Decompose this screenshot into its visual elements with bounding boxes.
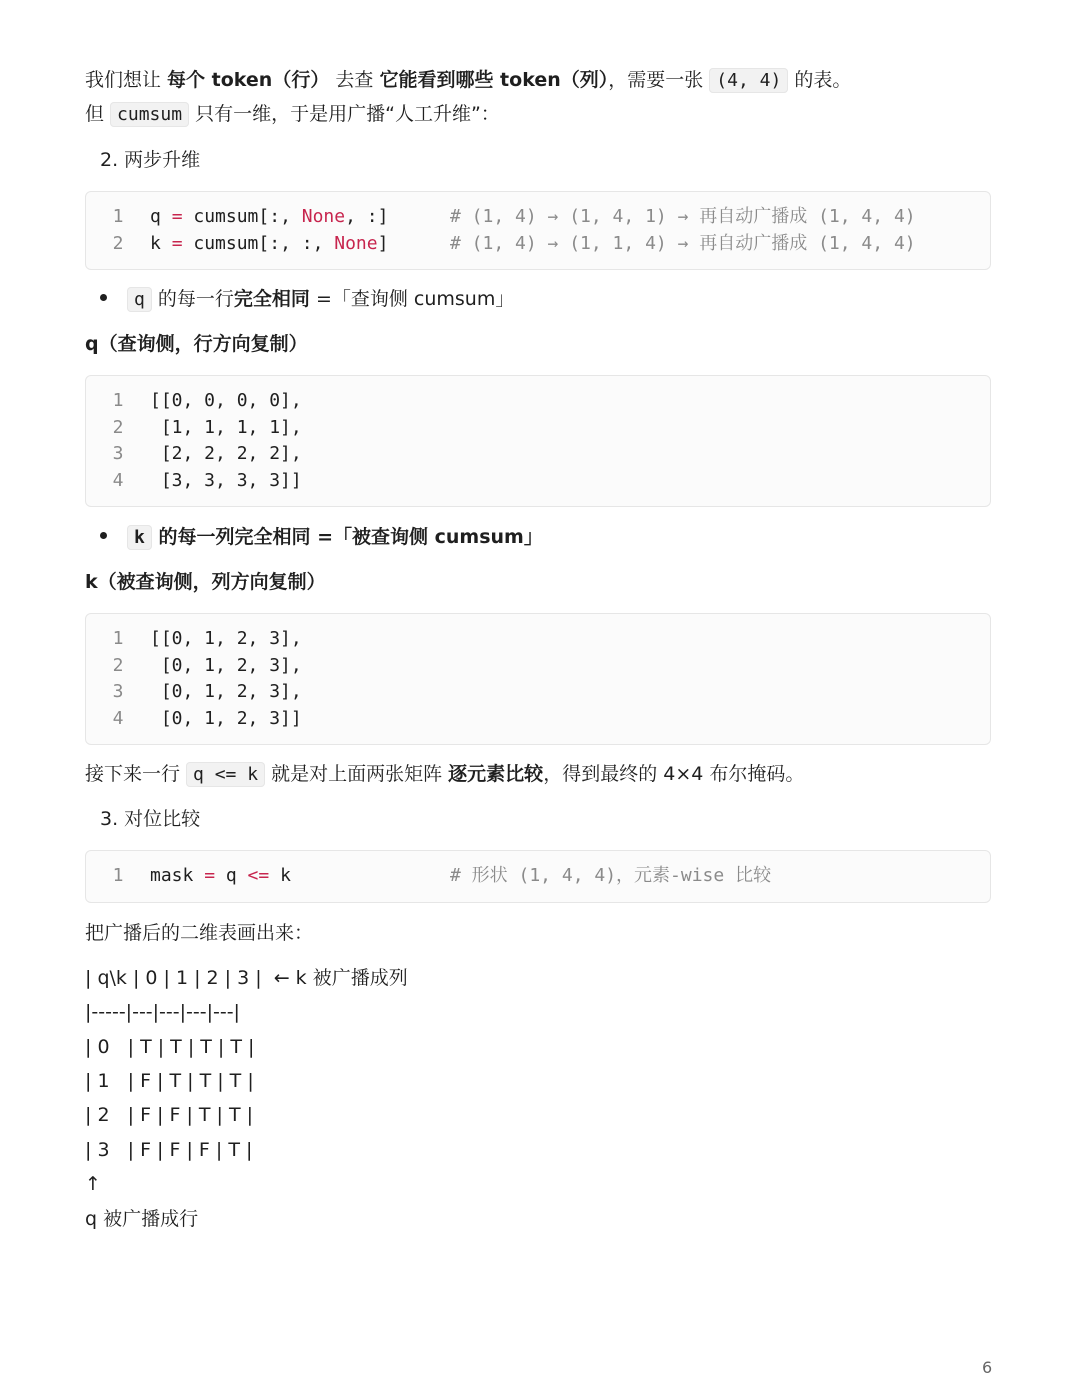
code-keyword: None bbox=[301, 206, 346, 227]
line-number: 2 bbox=[112, 232, 124, 254]
bullet-dot bbox=[100, 294, 107, 301]
table-line: |-----|---|---|---|---| bbox=[85, 1001, 240, 1023]
heading-k: k（被查询侧，列方向复制） bbox=[85, 571, 326, 593]
code-comment: # 形状 (1, 4, 4)，元素-wise 比较 bbox=[450, 865, 772, 886]
inline-code: q <= k bbox=[186, 762, 265, 787]
bold-text: 的每一列完全相同 =「被查询侧 cumsum」 bbox=[151, 526, 543, 548]
bullet-q bbox=[100, 285, 514, 314]
code-line bbox=[86, 468, 990, 495]
heading-q: q（查询侧，行方向复制） bbox=[85, 333, 308, 355]
inline-code: k bbox=[127, 525, 152, 550]
line-number: 2 bbox=[112, 416, 124, 438]
code-line bbox=[86, 706, 990, 733]
up-arrow: ↑ bbox=[85, 1173, 101, 1195]
text: 只有一维，于是用广播“人工升维”： bbox=[189, 103, 500, 125]
code-text: mask bbox=[150, 865, 205, 886]
line-number: 1 bbox=[112, 628, 124, 649]
code-text: [2, 2, 2, 2], bbox=[150, 443, 302, 464]
line-number: 4 bbox=[112, 707, 124, 729]
line-number: 2 bbox=[112, 654, 124, 676]
code-text: q bbox=[150, 206, 172, 227]
bold-text: 逐元素比较 bbox=[448, 763, 544, 785]
code-keyword: None bbox=[334, 232, 378, 254]
code-text: [3, 3, 3, 3]] bbox=[150, 469, 302, 491]
intro-line-2 bbox=[85, 100, 500, 129]
line-number: 3 bbox=[112, 443, 124, 464]
step-2-label: 2. 两步升维 bbox=[100, 149, 201, 171]
compare-paragraph bbox=[85, 760, 804, 789]
text: ，得到最终的 4×4 布尔掩码。 bbox=[543, 763, 805, 785]
bullet-k bbox=[100, 523, 543, 552]
text: 接下来一行 bbox=[85, 763, 187, 785]
text: 的表。 bbox=[788, 69, 852, 91]
code-line bbox=[86, 204, 990, 231]
step-3-label: 3. 对位比较 bbox=[100, 808, 201, 830]
code-operator: <= bbox=[247, 865, 270, 886]
code-line bbox=[86, 441, 990, 468]
inline-code: (4, 4) bbox=[709, 68, 788, 93]
code-line bbox=[86, 626, 990, 653]
code-text: k bbox=[150, 232, 172, 254]
text: 我们想让 bbox=[85, 69, 168, 91]
code-text: [1, 1, 1, 1], bbox=[150, 416, 302, 438]
code-block-k-matrix bbox=[85, 613, 991, 745]
text: =「查询侧 cumsum」 bbox=[309, 288, 515, 310]
bullet-dot bbox=[100, 532, 107, 539]
text: 去查 bbox=[329, 69, 380, 91]
line-number: 1 bbox=[112, 390, 124, 411]
table-line: | 0 | T | T | T | T | bbox=[85, 1036, 255, 1058]
code-line bbox=[86, 415, 990, 442]
line-number: 3 bbox=[112, 681, 124, 702]
code-text: [0, 1, 2, 3], bbox=[150, 681, 302, 702]
code-text: q bbox=[215, 865, 248, 886]
code-line bbox=[86, 863, 990, 890]
code-block-mask bbox=[85, 850, 991, 903]
code-text: ] bbox=[377, 232, 389, 254]
intro-line-1 bbox=[85, 66, 851, 95]
line-number: 1 bbox=[112, 206, 124, 227]
inline-code: cumsum bbox=[110, 102, 189, 127]
table-line: | 1 | F | T | T | T | bbox=[85, 1070, 254, 1092]
code-operator: = bbox=[171, 206, 183, 227]
line-number: 4 bbox=[112, 469, 124, 491]
code-line bbox=[86, 653, 990, 680]
text: 就是对上面两张矩阵 bbox=[265, 763, 449, 785]
code-text: cumsum[:, bbox=[182, 206, 302, 227]
table-line: | 2 | F | F | T | T | bbox=[85, 1104, 254, 1126]
inline-code: q bbox=[127, 287, 152, 312]
code-line bbox=[86, 388, 990, 415]
code-block-broadcast bbox=[85, 191, 991, 270]
bold-text: 每个 token（行） bbox=[167, 69, 330, 91]
code-operator: = bbox=[204, 865, 216, 886]
table-line: | 3 | F | F | F | T | bbox=[85, 1139, 253, 1161]
code-text: [[0, 1, 2, 3], bbox=[150, 628, 302, 649]
code-line bbox=[86, 679, 990, 706]
code-text: [0, 1, 2, 3], bbox=[150, 654, 302, 676]
table-caption: q 被广播成行 bbox=[85, 1208, 199, 1230]
code-comment: # (1, 4) → (1, 1, 4) → 再自动广播成 (1, 4, 4) bbox=[450, 232, 916, 254]
line-number: 1 bbox=[112, 865, 124, 886]
code-text: k bbox=[269, 865, 291, 886]
page-number: 6 bbox=[982, 1358, 993, 1377]
bold-text: 它能看到哪些 token（列） bbox=[379, 69, 609, 91]
text: 但 bbox=[85, 103, 111, 125]
code-comment: # (1, 4) → (1, 4, 1) → 再自动广播成 (1, 4, 4) bbox=[450, 206, 916, 227]
code-text: [[0, 0, 0, 0], bbox=[150, 390, 302, 411]
text: ，需要一张 bbox=[608, 69, 710, 91]
code-text: , :] bbox=[345, 206, 389, 227]
text: 的每一行 bbox=[151, 288, 234, 310]
table-line: | q\k | 0 | 1 | 2 | 3 | ← k 被广播成列 bbox=[85, 967, 408, 989]
code-text: cumsum[:, :, bbox=[182, 232, 335, 254]
code-text: [0, 1, 2, 3]] bbox=[150, 707, 302, 729]
draw-intro: 把广播后的二维表画出来： bbox=[85, 922, 314, 944]
code-operator: = bbox=[171, 232, 183, 254]
code-line bbox=[86, 231, 990, 258]
bold-text: 完全相同 bbox=[233, 288, 310, 310]
code-block-q-matrix bbox=[85, 375, 991, 507]
